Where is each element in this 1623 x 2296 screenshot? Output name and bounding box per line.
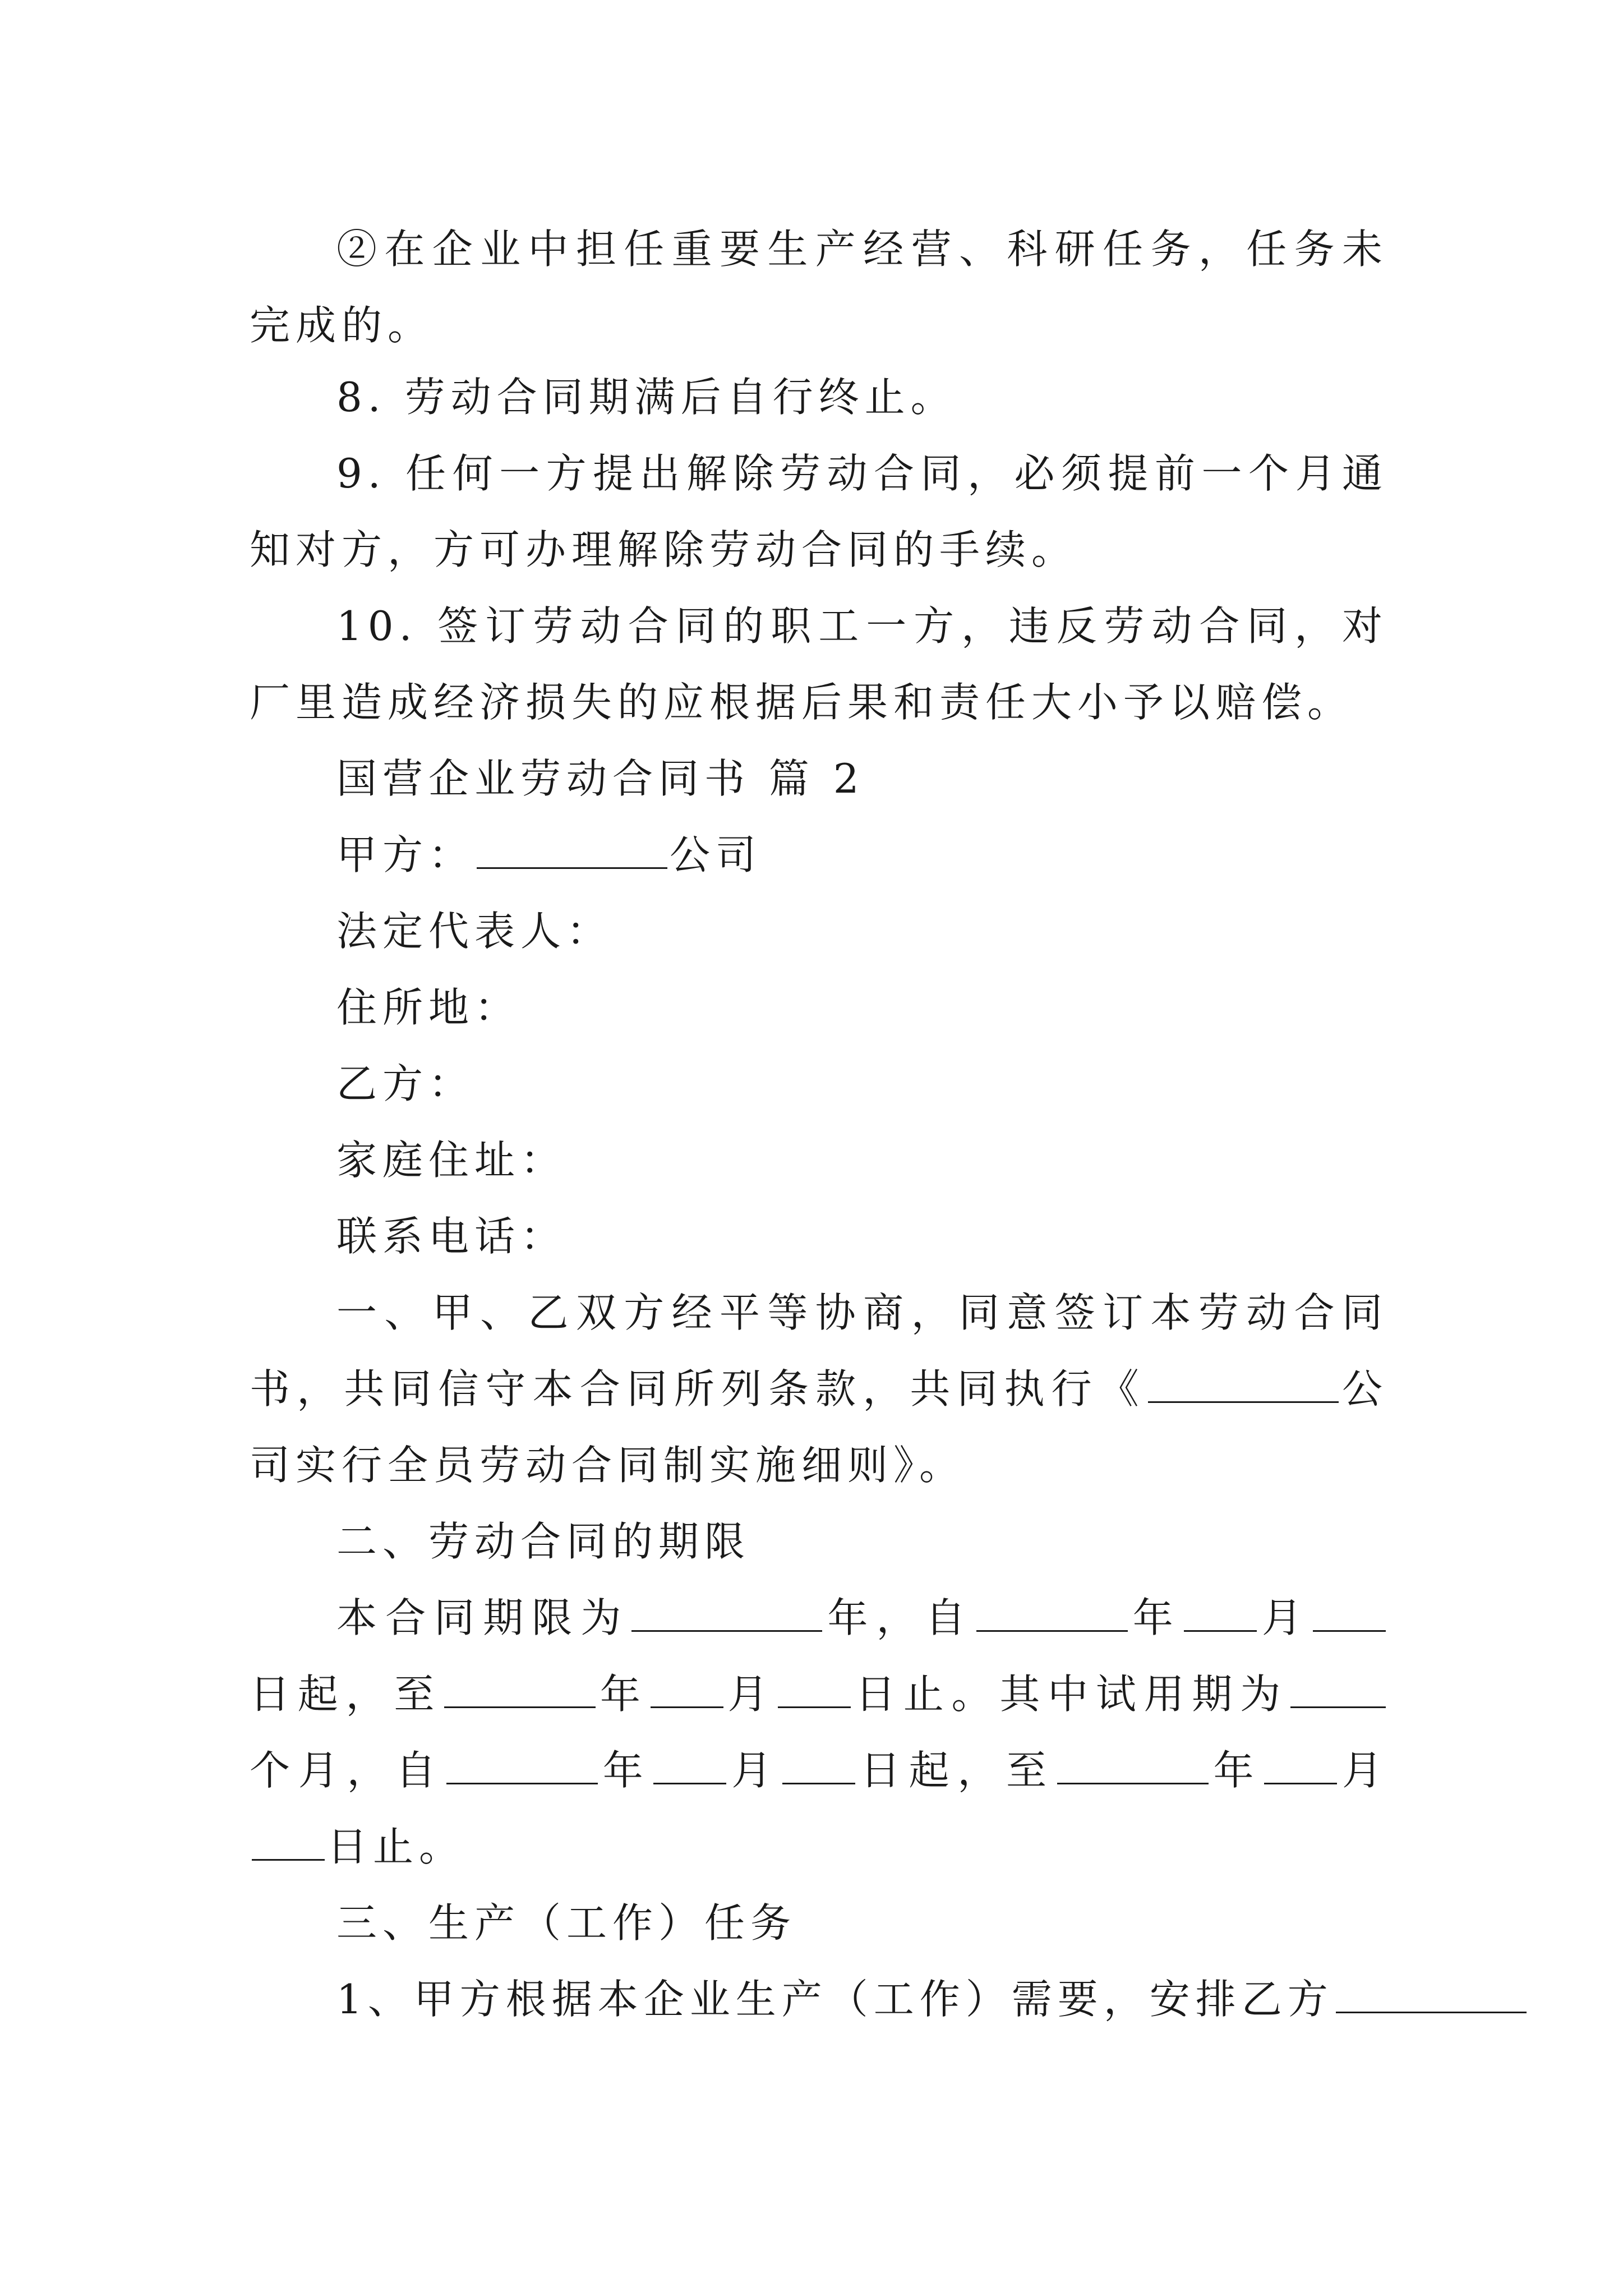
start-year-blank xyxy=(976,1591,1128,1632)
term-text: 个月，自 xyxy=(250,1747,444,1794)
term-text: 月 xyxy=(725,1671,776,1718)
section-3-title-text: 三、生产（工作）任务 xyxy=(336,1899,797,1947)
probation-months-blank xyxy=(1290,1667,1386,1708)
term-text: 月 xyxy=(728,1747,780,1794)
term-text: 年，自 xyxy=(824,1594,974,1641)
term-text: 日止。 xyxy=(327,1823,465,1870)
term-paragraph xyxy=(250,1580,1388,1885)
section-3-title xyxy=(336,1885,796,1961)
start-day-blank xyxy=(1313,1591,1386,1632)
term-text: 年 xyxy=(1129,1594,1182,1641)
party-a-label: 甲方： xyxy=(336,831,475,878)
paragraph-item-2-cont xyxy=(250,211,1388,364)
term-text: 月 xyxy=(1339,1747,1388,1794)
paragraph-text: ②在企业中担任重要生产经营、科研任务，任务未完成的。 xyxy=(250,226,1388,349)
probation-end-day-blank xyxy=(252,1820,325,1861)
paragraph-item-8 xyxy=(336,359,957,435)
section-2-title-text: 二、劳动合同的期限 xyxy=(336,1518,751,1565)
end-day-blank xyxy=(778,1667,851,1708)
term-text: 年 xyxy=(1210,1747,1262,1794)
party-a-blank xyxy=(477,828,667,869)
term-text: 年 xyxy=(598,1671,648,1718)
paragraph-item-9 xyxy=(250,435,1388,588)
section-1-paragraph xyxy=(250,1274,1388,1503)
probation-start-year-blank xyxy=(446,1743,598,1784)
term-text: 月 xyxy=(1258,1594,1311,1641)
paragraph-item-10 xyxy=(250,588,1388,740)
domicile-line xyxy=(336,969,520,1046)
company-blank xyxy=(1148,1362,1339,1403)
section-3-item-1 xyxy=(336,1961,1529,2037)
term-text: 日止。其中试用期为 xyxy=(853,1671,1288,1718)
paragraph-text: 8. 劳动合同期满后自行终止。 xyxy=(336,374,957,421)
legal-rep-label: 法定代表人： xyxy=(336,908,613,955)
phone-label: 联系电话： xyxy=(336,1213,567,1260)
term-text: 本合同期限为 xyxy=(336,1594,630,1641)
paragraph-text: 9. 任何一方提出解除劳动合同，必须提前一个月通知对方，方可办理解除劳动合同的手续。 xyxy=(250,450,1388,573)
domicile-label: 住所地： xyxy=(336,984,521,1031)
assignment-blank xyxy=(1336,1972,1527,2013)
section-1-text-a: 一、甲、乙双方经平等协商，同意签订本劳动合同书，共同信守本合同所列条款，共同执行《 xyxy=(250,1289,1388,1412)
end-month-blank xyxy=(651,1667,723,1708)
end-year-blank xyxy=(444,1667,596,1708)
heading-text: 国营企业劳动合同书 篇 2 xyxy=(336,755,865,802)
section-3-item-text: 1、甲方根据本企业生产（工作）需要，安排乙方 xyxy=(336,1976,1334,2023)
probation-start-day-blank xyxy=(782,1743,855,1784)
section-2-title xyxy=(336,1503,750,1580)
term-years-blank xyxy=(631,1591,822,1632)
legal-rep-line xyxy=(336,893,612,969)
term-text: 年 xyxy=(600,1747,652,1794)
party-b-line xyxy=(336,1046,474,1122)
probation-end-month-blank xyxy=(1264,1743,1337,1784)
term-text: 日起，至 xyxy=(250,1671,442,1718)
probation-end-year-blank xyxy=(1057,1743,1209,1784)
start-month-blank xyxy=(1184,1591,1257,1632)
party-b-label: 乙方： xyxy=(336,1060,475,1107)
party-a-suffix: 公司 xyxy=(670,831,762,878)
phone-line xyxy=(336,1198,566,1274)
home-address-line xyxy=(336,1122,566,1198)
term-text: 日起，至 xyxy=(857,1747,1055,1794)
party-a-line xyxy=(336,817,762,893)
paragraph-text: 10. 签订劳动合同的职工一方，违反劳动合同，对厂里造成经济损失的应根据后果和责任大小予以赔偿。 xyxy=(250,602,1388,726)
section-heading xyxy=(336,740,865,817)
probation-start-month-blank xyxy=(653,1743,726,1784)
home-address-label: 家庭住址： xyxy=(336,1137,567,1184)
section-1-text-b: 公司实行全员劳动合同制实施细则》。 xyxy=(250,1365,1388,1489)
